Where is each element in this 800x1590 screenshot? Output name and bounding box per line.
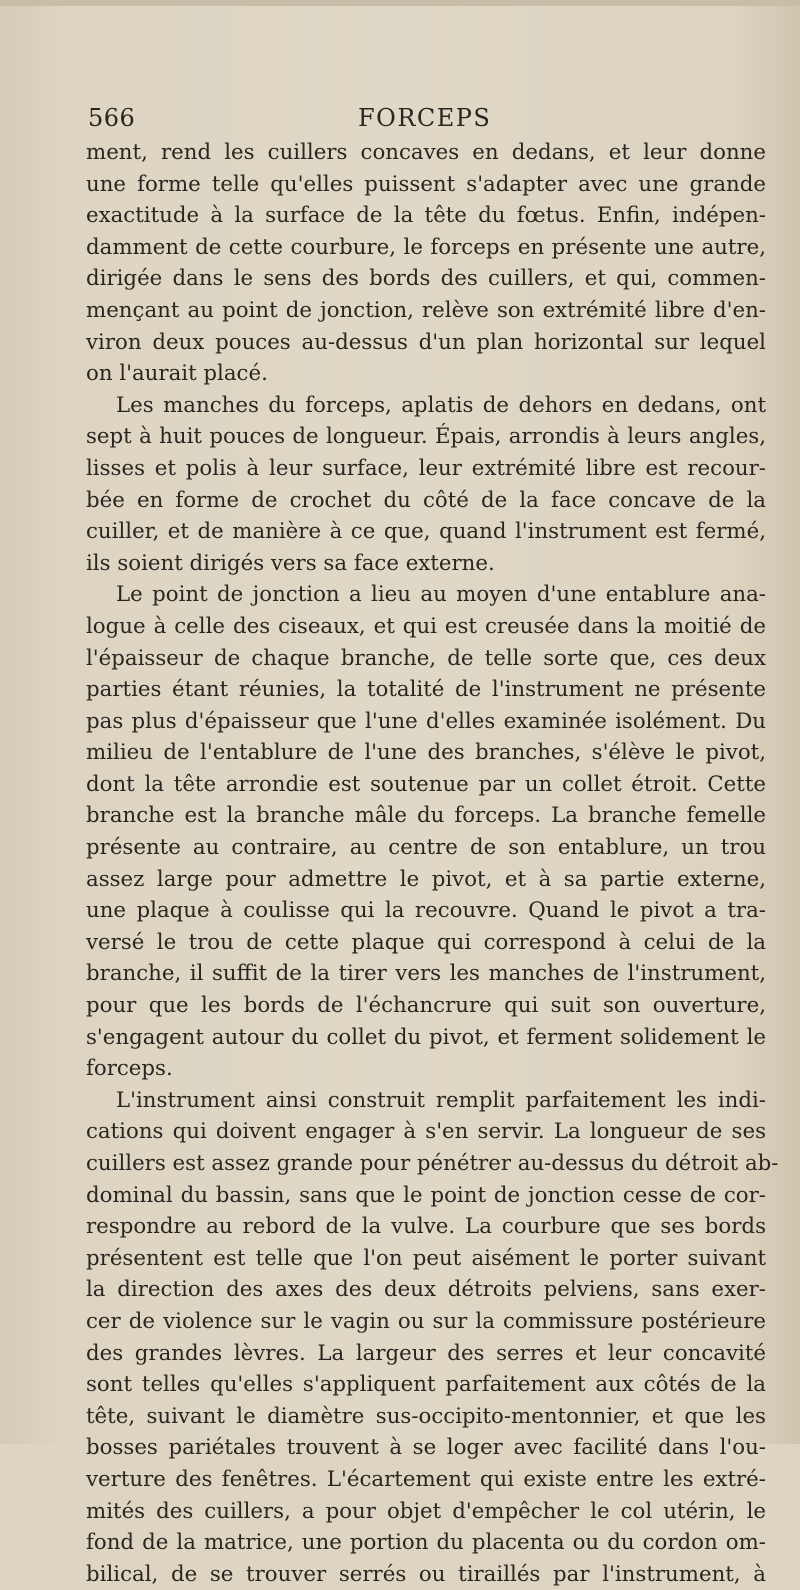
text-line: L'instrument ainsi construit remplit parfaitement les indi-: [116, 1087, 766, 1113]
text-line: on l'aurait placé.: [86, 361, 268, 387]
text-line: milieu de l'entablure de l'une des branches, s'élève le pivot,: [86, 740, 766, 766]
text-line: sont telles qu'elles s'appliquent parfaitement aux côtés de la: [86, 1372, 766, 1398]
text-line: s'engagent autour du collet du pivot, et ferment solidement le: [86, 1024, 766, 1050]
text-line: dirigée dans le sens des bords des cuillers, et qui, commen-: [86, 266, 766, 292]
text-line: la direction des axes des deux détroits pelviens, sans exer-: [86, 1277, 766, 1303]
text-line: branche, il suffit de la tirer vers les manches de l'instrument,: [86, 961, 766, 987]
text-line: branche est la branche mâle du forceps. La branche femelle: [86, 803, 766, 829]
text-line: cuiller, et de manière à ce que, quand l'instrument est fermé,: [86, 519, 766, 545]
text-line: sept à huit pouces de longueur. Épais, arrondis à leurs angles,: [86, 424, 766, 450]
text-line: logue à celle des ciseaux, et qui est creusée dans la moitié de: [86, 613, 766, 639]
body-text: [86, 137, 779, 1590]
text-line: dominal du bassin, sans que le point de jonction cesse de cor-: [86, 1182, 766, 1208]
text-line: dont la tête arrondie est soutenue par un collet étroit. Cette: [86, 771, 766, 797]
page-header: [88, 104, 768, 140]
text-line: ils soient dirigés vers sa face externe.: [86, 550, 495, 576]
text-line: une plaque à coulisse qui la recouvre. Quand le pivot a tra-: [86, 898, 766, 924]
text-line: Le point de jonction a lieu au moyen d'une entablure ana-: [116, 582, 766, 608]
text-line: verture des fenêtres. L'écartement qui existe entre les extré-: [86, 1466, 766, 1492]
text-line: une forme telle qu'elles puissent s'adapter avec une grande: [86, 171, 766, 197]
text-line: assez large pour admettre le pivot, et à sa partie externe,: [86, 866, 766, 892]
text-line: présentent est telle que l'on peut aisément le porter suivant: [86, 1245, 766, 1271]
text-line: cuillers est assez grande pour pénétrer au-dessus du détroit ab-: [86, 1151, 779, 1176]
text-line: versé le trou de cette plaque qui correspond à celui de la: [86, 929, 766, 955]
text-line: l'épaisseur de chaque branche, de telle sorte que, ces deux: [86, 645, 766, 671]
text-line: viron deux pouces au-dessus d'un plan horizontal sur lequel: [86, 329, 766, 355]
text-line: fond de la matrice, une portion du placenta ou du cordon om-: [86, 1530, 766, 1556]
running-title: FORCEPS: [358, 104, 492, 132]
text-line: bée en forme de crochet du côté de la face concave de la: [86, 487, 766, 513]
text-line: pour que les bords de l'échancrure qui suit son ouverture,: [86, 993, 766, 1019]
text-line: mités des cuillers, a pour objet d'empêcher le col utérin, le: [86, 1498, 766, 1524]
text-line: lisses et polis à leur surface, leur extrémité libre est recour-: [86, 455, 766, 481]
text-line: pas plus d'épaisseur que l'une d'elles examinée isolément. Du: [86, 708, 766, 734]
page-top-edge: [0, 0, 800, 6]
text-line: cations qui doivent engager à s'en servir. La longueur de ses: [86, 1119, 766, 1145]
text-line: forceps.: [86, 1056, 173, 1082]
text-line: damment de cette courbure, le forceps en présente une autre,: [86, 234, 766, 260]
text-line: tête, suivant le diamètre sus-occipito-mentonnier, et que les: [86, 1403, 766, 1429]
text-line: mençant au point de jonction, relève son extrémité libre d'en-: [86, 297, 766, 323]
text-line: parties étant réunies, la totalité de l'instrument ne présente: [86, 677, 766, 703]
text-line: respondre au rebord de la vulve. La courbure que ses bords: [86, 1214, 766, 1240]
page-number: 566: [88, 104, 136, 132]
text-line: des grandes lèvres. La largeur des serres et leur concavité: [86, 1340, 766, 1366]
text-line: présente au contraire, au centre de son entablure, un trou: [86, 835, 766, 861]
text-line: bosses pariétales trouvent à se loger avec facilité dans l'ou-: [86, 1435, 766, 1461]
text-line: exactitude à la surface de la tête du fœtus. Enfin, indépen-: [86, 203, 766, 229]
text-line: bilical, de se trouver serrés ou tiraillés par l'instrument, à: [86, 1561, 766, 1587]
text-line: Les manches du forceps, aplatis de dehors en dedans, ont: [116, 392, 766, 418]
text-line: cer de violence sur le vagin ou sur la commissure postérieure: [86, 1308, 766, 1334]
text-line: ment, rend les cuillers concaves en dedans, et leur donne: [86, 140, 766, 165]
